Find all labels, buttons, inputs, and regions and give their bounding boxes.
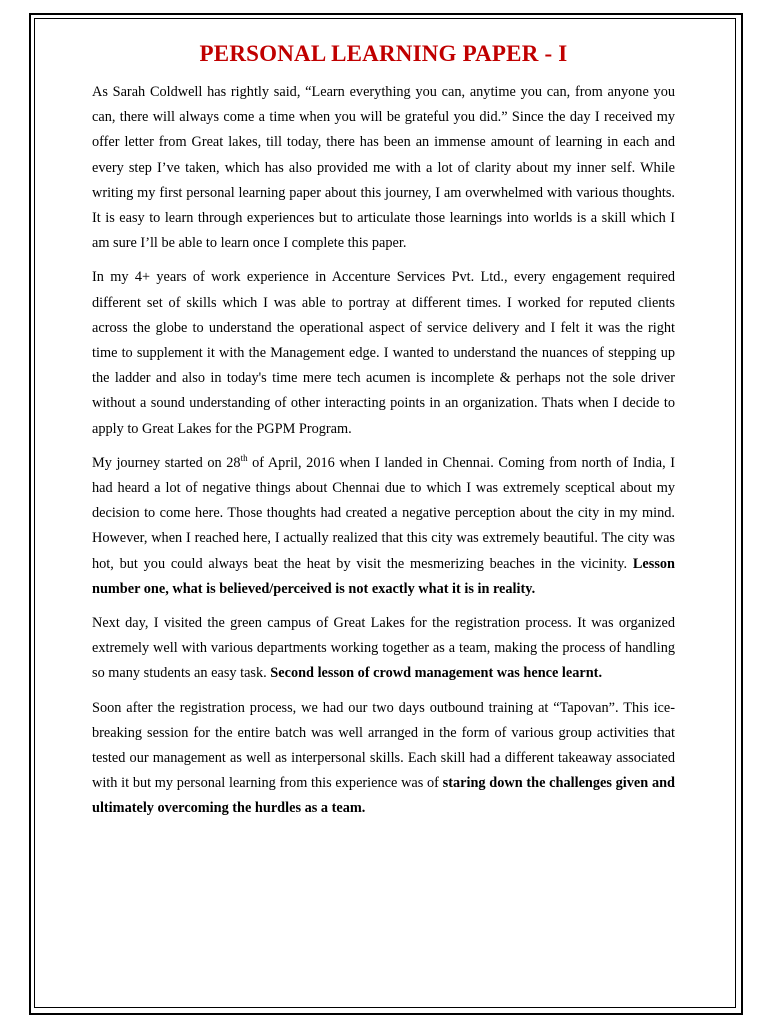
paragraph-text: As Sarah Coldwell has rightly said, “Learn everything you can, anytime you can, from anyone you can, there will always come a time when you will be grateful you did.” Since the day I received my offer letter from Great lakes, till today, there has been an immense amount of learning in each and every step I’ve taken, which has also provided me with a lot of clarity about my inner self. While writing my first personal learning paper about this journey, I am overwhelmed with various thoughts. It is easy to learn through experiences but to articulate those learnings into worlds is a skill which I am sure I’ll be able to learn once I complete this paper. xyxy=(92,84,675,252)
paragraph-registration xyxy=(92,611,675,687)
document-body xyxy=(92,40,675,831)
date-superscript: th xyxy=(240,453,248,464)
document-title: PERSONAL LEARNING PAPER - I xyxy=(199,41,568,66)
paragraph-text: Next day, I visited the green campus of Great Lakes for the registration process. It was organized extremely well with various departments working together as a team, making the process of handling so many students an easy task. xyxy=(92,615,675,682)
paragraph-work-experience xyxy=(92,265,675,441)
paragraph-text-pre: My journey started on 28 xyxy=(92,454,241,471)
lesson-two-bold: Second lesson of crowd management was hence learnt. xyxy=(270,665,603,682)
paragraph-text: Soon after the registration process, we had our two days outbound training at “Tapovan”. This ice-breaking session for the entire batch was well arranged in the form of various group activities that tested our management as well as interpersonal skills. Each skill had a different takeaway associated with it but my personal learning from this experience was of xyxy=(92,699,675,792)
paragraph-text: In my 4+ years of work experience in Accenture Services Pvt. Ltd., every engagement required different set of skills which I was able to portray at different times. I worked for reputed clients across the globe to understand the operational aspect of service delivery and I felt it was the right time to supplement it with the Management edge. I wanted to understand the nuances of stepping up the ladder and also in today's time mere tech acumen is incomplete & perhaps not the sole driver without a sound understanding of other interacting points in an organization. Thats when I decide to apply to Great Lakes for the PGPM Program. xyxy=(92,269,675,437)
lesson-one-bold: Lesson number one, what is believed/perceived is not exactly what it is in reality. xyxy=(92,555,675,597)
paragraph-text: of April, 2016 when I landed in Chennai. Coming from north of India, I had heard a lot of negative things about Chennai due to which I was extremely sceptical about my decision to come here. Those thoughts had created a negative perception about the city in my mind. However, when I reached here, I actually realized that this city was extremely beautiful. The city was hot, but you could always beat the heat by visit the mesmerizing beaches in the vicinity. xyxy=(92,454,675,572)
lesson-three-bold: staring down the challenges given and ultimately overcoming the hurdles as a team. xyxy=(92,775,675,817)
paragraph-outbound-training xyxy=(92,696,675,822)
paragraph-intro xyxy=(92,80,675,256)
paragraph-journey xyxy=(92,451,675,602)
